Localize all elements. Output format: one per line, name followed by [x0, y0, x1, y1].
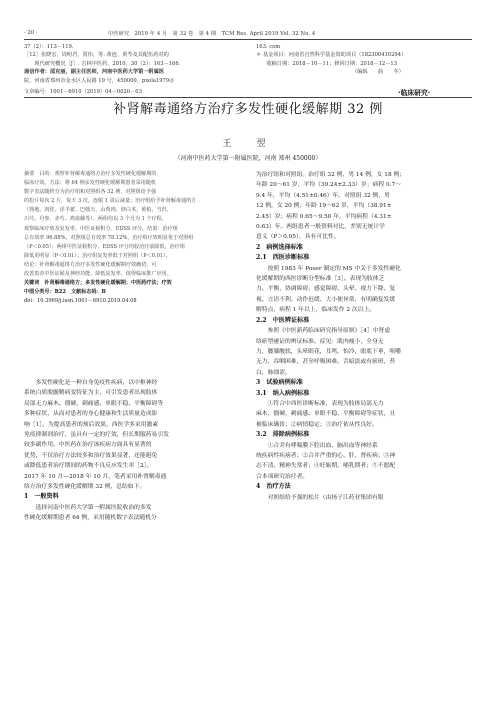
received-date-line: 收稿日期：2018－10－11；修回日期：2018－12－13 [256, 60, 397, 67]
ref-line: 163. com [256, 44, 281, 50]
body-line: 被临床确诊；②病情稳定；③治疗依从性良好。 [256, 421, 378, 428]
classification-number: 中图分类号：R22 文献标志码：B [24, 289, 106, 296]
body-line: 志不清、精神失常者；④妊娠期、哺乳期者；⑤不愿配 [256, 463, 396, 470]
intro-line: 或降低患者治疗期间的药物不良反应发生率［2］。 [24, 463, 153, 470]
abstract-line: 结论：补肾解毒通络方治疗多发性硬化缓解期疗效确切，可 [24, 261, 157, 268]
author-affiliation: （河南中医药大学第一附属医院，河南 郑州 450000） [174, 155, 322, 162]
abstract-line: 临床疗效。方法：将 64 例多发性硬化缓解期患者采用随机 [24, 180, 156, 187]
body-line: 麻木、僵硬、刺痛感、单眼不稳、平衡障碍等症状，且 [256, 411, 396, 418]
body-line: 按照 1983 年 Poser 制定的 MS 中关于多发性硬化 [256, 265, 401, 272]
abstract [24, 170, 242, 306]
body-line: 为治疗组和对照组。治疗组 32 例，男 14 例，女 18 例； [256, 172, 406, 178]
intro-line: 络方治疗多发性硬化缓解期 32 例，总结如下。 [24, 484, 146, 491]
subsection-heading-2-1: 2.1 西医诊断标准 [256, 254, 310, 262]
ref-line: 现代研究概况［J］. 吉林中医药，2010，30（2）：163－166. [24, 60, 181, 67]
page-number: · 20 · [24, 30, 38, 36]
abstract-line: 数字表法随机分为治疗组和对照组各 32 例，对照组给予强 [24, 189, 156, 196]
body-line: ①合并有哮喘膜下腔出血、脑出血等神经系 [256, 442, 378, 449]
intro-line: 多种症状，从而对患者的身心健康和生活质量造成影 [24, 411, 158, 418]
abstract-line: 观察临床疗效及复发率、中医证候积分、EDSS 评分。结果：治疗组 [24, 225, 178, 232]
intro-line: 系统白质脱髓鞘病变特征为主，可引发患者出现肢体 [24, 390, 158, 397]
subsection-heading-2-2: 2.2 中医辨证标准 [256, 316, 310, 324]
previous-article-left [24, 43, 244, 85]
previous-article-right [256, 43, 472, 77]
abstract-line: 降低更明显（P＜0.01）；治疗组复发率低于对照组（P＜0.01）。 [24, 252, 171, 259]
editor-line: （编辑 曲 冬） [256, 69, 404, 76]
section-heading-4: 4 治疗方法 [256, 483, 291, 491]
subsection-heading-3-1: 3.1 纳入病例标准 [256, 389, 310, 397]
abstract-line: 摘要 目的：观察补肾解毒通络方治疗多发性硬化缓解期的 [24, 171, 157, 177]
body-line: 力、平衡、协调障碍、感觉障碍、头晕、视力下降、复 [256, 286, 396, 293]
body-line: 白，脉细涩。 [256, 369, 291, 376]
intro-line: 免疫抑制剂治疗，虽具有一定的疗效，但长期服药易引发 [24, 432, 169, 439]
keywords: 关键词 补肾解毒通络方；多发性硬化缓解期；中医药疗法；疗效 [24, 280, 172, 287]
corresponding-author-line: 院，河南省郑州市金水区人民路 19 号，450000，pxela1979＠ [24, 77, 175, 84]
section-heading-1: 1 一般资料 [24, 493, 59, 501]
body-line: 选择河南中医药大学第一附属医院收治的多发 [24, 504, 152, 511]
body-line: ①符合中西医诊断标准，表现为肢体局部无力 [256, 400, 384, 407]
body-line: 12 例，女 20 例；年龄 19～62 岁，平均（38.91± [256, 203, 392, 210]
subsection-heading-3-2: 3.2 排除病例标准 [256, 431, 310, 439]
intro-line: 多发性硬化是一种自身免疫性疾病，以中枢神经 [24, 380, 158, 386]
article-number: 文章编号：1001－6910（2019）04－0020－03 [24, 89, 142, 95]
ref-line: 37（2）：113－119. [24, 44, 74, 50]
ref-line: ［12］张晓宏，周明君，贾伟，等. 黄连、黄芩及其配伍药对的 [24, 52, 169, 59]
body-line: 参照《中医新药临床研究指导原则》［4］中肾虚 [256, 328, 391, 335]
body-line: 对照组给予强的松片（由扬子江药业集团有限 [256, 494, 384, 501]
body-line: 化缓解期的西医诊断分型标准［3］。表现为肢体乏 [256, 276, 385, 283]
section-heading-3: 3 试验病例标准 [256, 379, 303, 387]
intro-line: 2017 年 10 月—2018 年 10 月，笔者采用补肾解毒通 [24, 473, 167, 480]
body-line: 无力，吞咽困难，甚至呼吸困难，舌暗淡或有瘀斑，苔 [256, 359, 396, 366]
fund-line: ＊ 基金项目：河南省自然科学基金资助项目（182300410294） [256, 52, 407, 59]
body-line: 力，腰膝酸软，头晕眼花，耳鸣，怕冷，眼底下垂，咀嚼 [256, 348, 401, 355]
body-line: 视、言语不利、动作迟缓、大小便异常，有明确复发缓 [256, 296, 396, 303]
doi: doi：10.3969/j.issn.1001－6910.2019.04.08 [24, 298, 137, 305]
journal-info: 中医研究 2019 年 4 月 第 32 卷 第 4 期 TCM Res. April 2019 Vol. 32 No. 4 [108, 31, 316, 37]
left-body-column [24, 378, 242, 524]
intro-line: 局部无力麻木、僵硬、刺痛感、单眼不稳、平衡障碍等 [24, 400, 164, 407]
intro-line: 较多副作用。中医药在治疗该疾病方面具有显著的 [24, 442, 152, 449]
body-line: 统疾病性疾病者；②合并严重的心、肝、肾疾病；③神 [256, 452, 396, 459]
body-line: 络瘀型痿证的辨证标准。症见：肌肉瘦小，全身无 [256, 338, 384, 345]
body-line: 年龄 20～61 岁，平均（39.24±2.33）岁；病程 0.7～ [256, 182, 402, 189]
body-line: 合本项研究治疗者。 [256, 473, 309, 480]
author-name: 王 翌 [222, 139, 274, 149]
body-line: 意义（P＞0.05），具有可比性。 [256, 234, 340, 241]
body-line: 性硬化缓解期患者 64 例，采用随机数字表法随机分 [24, 515, 157, 522]
right-body-column [256, 170, 472, 503]
abstract-line: 的松片每次 2 片，每天 3 次，连服 1 周后减量；治疗组给予补肾解毒通络方 [24, 198, 197, 205]
section-heading-2: 2 病例选择标准 [256, 243, 303, 251]
section-tag: ·临床研究· [398, 89, 431, 97]
header-rule [24, 39, 472, 40]
abstract-line: 总有效率 96.88%，对照组总有效率 78.12%，治疗组疗效明显优于对照组 [24, 234, 194, 241]
body-line: 2.45）岁；病程 0.65～9.50 年，平均病程（4.31± [256, 213, 392, 220]
intro-line: 优势，不仅治疗方法较多和治疗效果显著，还能避免 [24, 452, 158, 459]
intro-line: 响［1］。为提高患者的预后效果，西医学多采用激素 [24, 421, 159, 428]
body-line: 解特点，病程 1 年以上，临床发作 2 次以上。 [256, 307, 376, 314]
abstract-line: 川芎、丹参、赤芍、鸡血藤等）。两组均以 3 个月为 1 个疗程， [24, 216, 167, 223]
body-line: 9.4 年，平均（4.51±0.46）年。对照组 32 例，男 [256, 192, 390, 199]
body-line: 0.63）年。两组患者一般资料对比，差别无统计学 [256, 224, 385, 231]
corresponding-author-line: 通信作者：邵克丽，副主任医师，河南中医药大学第一附属医 [24, 69, 165, 76]
abstract-line: （熟地、肉桂、淫羊藿、巴戟天、山萸肉、炒白术、黄柏、当归、 [24, 207, 172, 214]
abstract-line: （P＜0.05）；两组中医证候积分、EDSS 评分均较治疗前降低，治疗组 [24, 243, 185, 250]
abstract-line: 改善患者中医证候及神经功能，降低复发率，值得临床推广应用。 [24, 271, 172, 278]
article-title: 补肾解毒通络方治疗多发性硬化缓解期 32 例 [113, 102, 383, 117]
